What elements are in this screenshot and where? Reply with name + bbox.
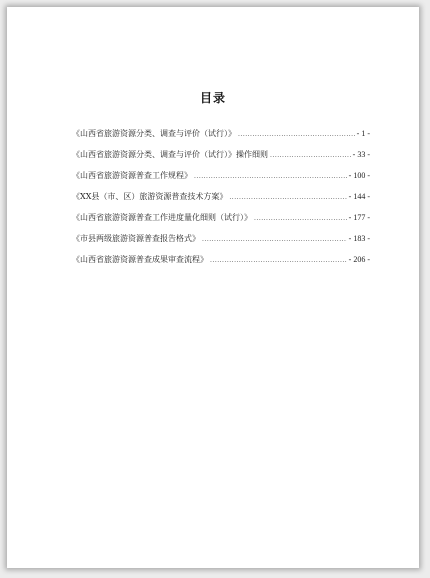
toc-entry-page: - 144 -: [348, 192, 370, 201]
toc-title: 目录: [199, 91, 226, 105]
toc-entry-label: 《XX县（市、区）旅游资源普查技术方案》: [72, 192, 228, 201]
toc-list: [72, 128, 370, 275]
toc-entry[interactable]: [72, 191, 370, 212]
toc-dot-leader: [270, 152, 351, 159]
toc-entry-page: - 183 -: [348, 234, 370, 243]
toc-entry-page: - 100 -: [348, 171, 370, 180]
toc-entry[interactable]: [72, 254, 370, 275]
toc-dot-leader: [254, 215, 347, 222]
document-page: [7, 7, 419, 568]
toc-entry-label: 《山西省旅游资源普查工作规程》: [72, 171, 192, 180]
toc-entry[interactable]: [72, 128, 370, 149]
toc-entry-label: 《山西省旅游资源普查工作进度量化细则（试行）》: [72, 213, 252, 222]
toc-entry-label: 《山西省旅游资源分类、调查与评价（试行）》操作细则: [72, 150, 268, 159]
toc-entry-page: - 33 -: [352, 150, 370, 159]
toc-entry-label: 《山西省旅游资源分类、调查与评价（试行）》: [72, 129, 236, 138]
toc-entry[interactable]: [72, 233, 370, 254]
toc-entry[interactable]: [72, 212, 370, 233]
toc-entry-page: - 1 -: [356, 129, 370, 138]
toc-entry-page: - 206 -: [348, 255, 370, 264]
toc-entry-label: 《市县两级旅游资源普查报告格式》: [72, 234, 200, 243]
toc-dot-leader: [238, 131, 355, 138]
toc-dot-leader: [202, 236, 347, 243]
toc-dot-leader: [194, 173, 347, 180]
toc-entry-label: 《山西省旅游资源普查成果审查流程》: [72, 255, 208, 264]
toc-dot-leader: [210, 257, 347, 264]
toc-dot-leader: [229, 194, 346, 201]
toc-entry[interactable]: [72, 149, 370, 170]
toc-entry[interactable]: [72, 170, 370, 191]
toc-entry-page: - 177 -: [348, 213, 370, 222]
